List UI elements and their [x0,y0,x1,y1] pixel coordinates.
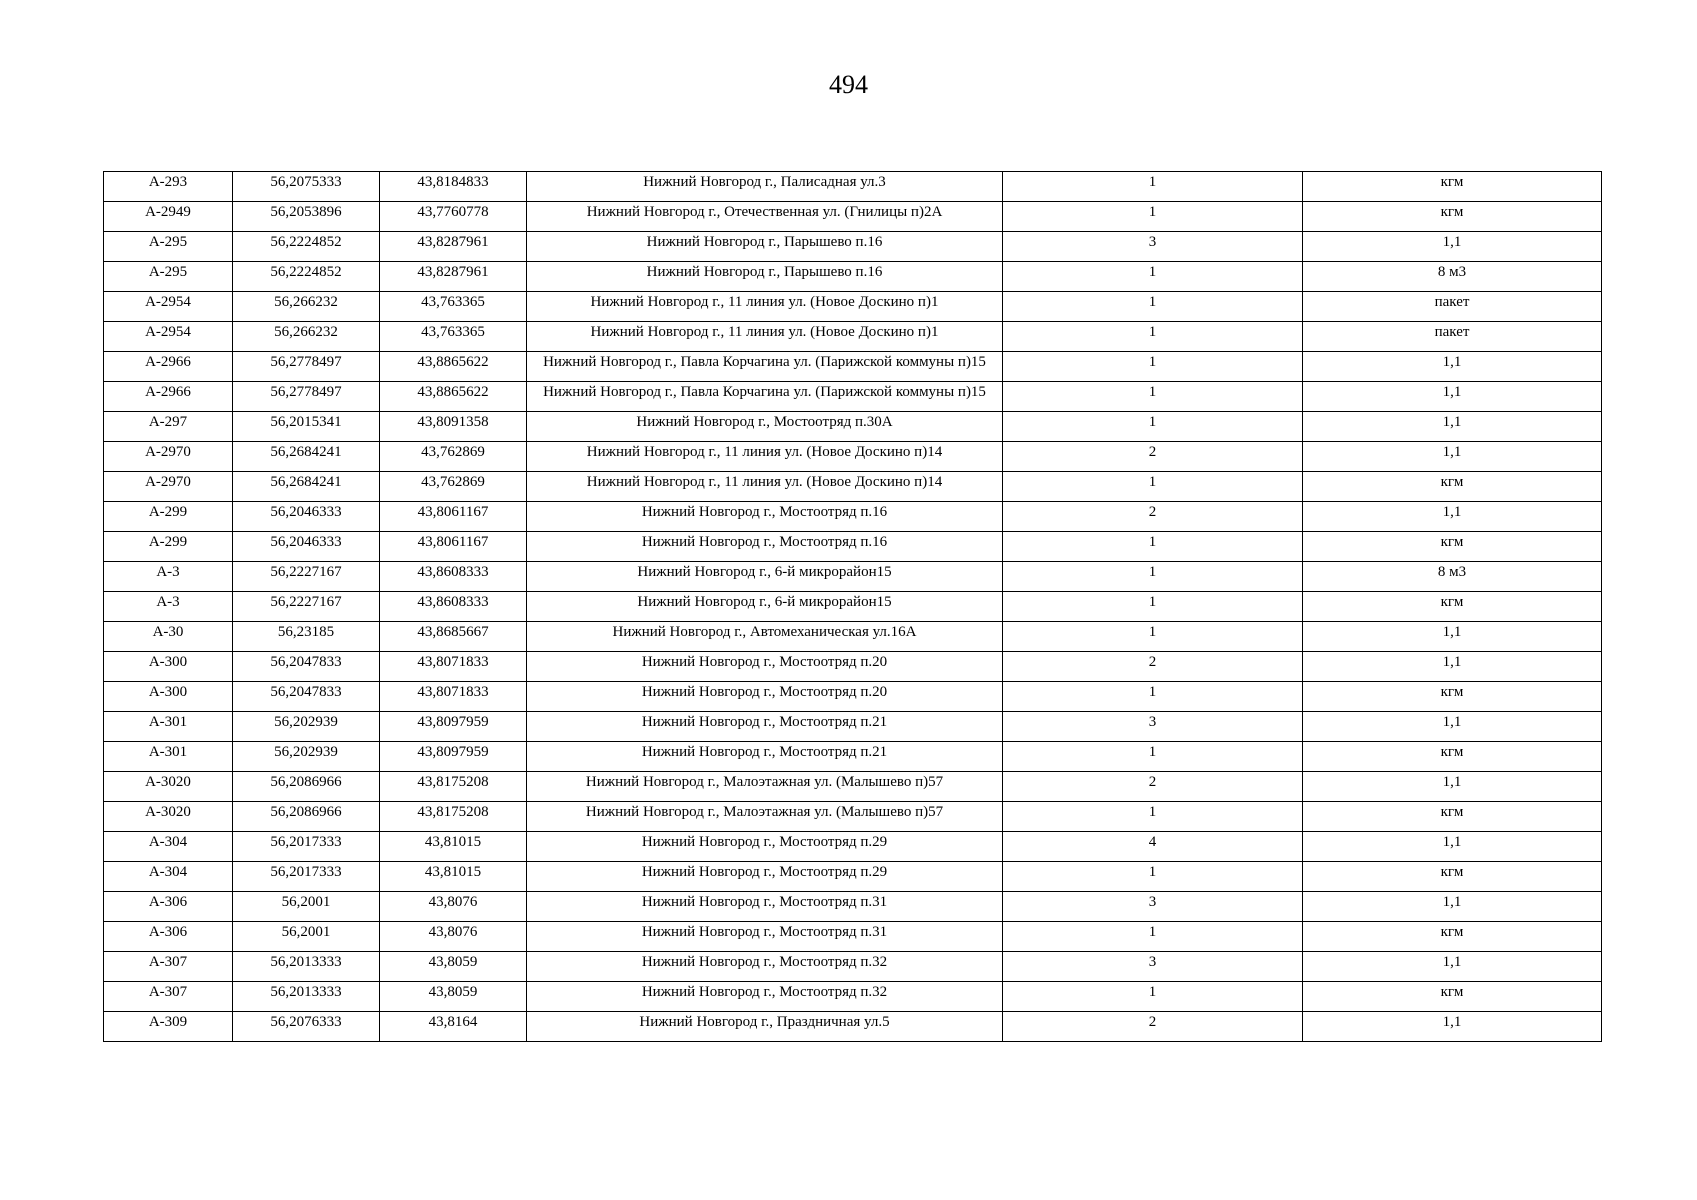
address-cell: Нижний Новгород г., Мостоотряд п.31 [527,922,1003,952]
container-type-cell: кгм [1303,982,1602,1012]
code-cell: А-3 [104,592,233,622]
code-cell: А-2949 [104,202,233,232]
container-type-cell: 1,1 [1303,412,1602,442]
address-cell: Нижний Новгород г., Мостоотряд п.31 [527,892,1003,922]
latitude-cell: 56,2001 [233,922,380,952]
code-cell: А-297 [104,412,233,442]
code-cell: А-2966 [104,352,233,382]
quantity-cell: 1 [1003,472,1303,502]
container-type-cell: 1,1 [1303,952,1602,982]
container-type-cell: 1,1 [1303,892,1602,922]
container-type-cell: кгм [1303,532,1602,562]
latitude-cell: 56,2001 [233,892,380,922]
quantity-cell: 1 [1003,862,1303,892]
code-cell: А-3020 [104,802,233,832]
longitude-cell: 43,763365 [380,322,527,352]
container-type-cell: 1,1 [1303,232,1602,262]
container-type-cell: 1,1 [1303,622,1602,652]
container-type-cell: 1,1 [1303,352,1602,382]
code-cell: А-2954 [104,322,233,352]
latitude-cell: 56,23185 [233,622,380,652]
container-type-cell: кгм [1303,802,1602,832]
table-row [104,532,1602,562]
longitude-cell: 43,8175208 [380,802,527,832]
table-row [104,232,1602,262]
longitude-cell: 43,81015 [380,862,527,892]
quantity-cell: 1 [1003,922,1303,952]
address-cell: Нижний Новгород г., 6-й микрорайон15 [527,592,1003,622]
address-cell: Нижний Новгород г., Палисадная ул.3 [527,172,1003,202]
address-cell: Нижний Новгород г., 11 линия ул. (Новое Доскино п)14 [527,442,1003,472]
table-row [104,982,1602,1012]
table-row [104,502,1602,532]
code-cell: А-304 [104,832,233,862]
address-cell: Нижний Новгород г., Мостоотряд п.16 [527,532,1003,562]
address-cell: Нижний Новгород г., Мостоотряд п.32 [527,952,1003,982]
latitude-cell: 56,2778497 [233,352,380,382]
longitude-cell: 43,8608333 [380,592,527,622]
table-row [104,862,1602,892]
latitude-cell: 56,2017333 [233,862,380,892]
address-cell: Нижний Новгород г., Отечественная ул. (Гнилицы п)2А [527,202,1003,232]
code-cell: А-2970 [104,472,233,502]
longitude-cell: 43,8071833 [380,652,527,682]
code-cell: А-295 [104,232,233,262]
longitude-cell: 43,8059 [380,952,527,982]
longitude-cell: 43,8071833 [380,682,527,712]
quantity-cell: 1 [1003,592,1303,622]
code-cell: А-307 [104,952,233,982]
quantity-cell: 1 [1003,352,1303,382]
container-type-cell: кгм [1303,682,1602,712]
quantity-cell: 1 [1003,742,1303,772]
quantity-cell: 3 [1003,952,1303,982]
table-row [104,892,1602,922]
longitude-cell: 43,8059 [380,982,527,1012]
code-cell: А-295 [104,262,233,292]
longitude-cell: 43,8184833 [380,172,527,202]
latitude-cell: 56,266232 [233,292,380,322]
latitude-cell: 56,2684241 [233,472,380,502]
quantity-cell: 1 [1003,682,1303,712]
code-cell: А-304 [104,862,233,892]
code-cell: А-301 [104,712,233,742]
address-cell: Нижний Новгород г., Мостоотряд п.32 [527,982,1003,1012]
quantity-cell: 1 [1003,172,1303,202]
latitude-cell: 56,2224852 [233,262,380,292]
code-cell: А-2966 [104,382,233,412]
quantity-cell: 1 [1003,532,1303,562]
longitude-cell: 43,8175208 [380,772,527,802]
container-type-cell: кгм [1303,742,1602,772]
quantity-cell: 1 [1003,982,1303,1012]
longitude-cell: 43,8061167 [380,532,527,562]
address-cell: Нижний Новгород г., Автомеханическая ул.16А [527,622,1003,652]
address-cell: Нижний Новгород г., Мостоотряд п.30А [527,412,1003,442]
quantity-cell: 2 [1003,1012,1303,1042]
latitude-cell: 56,2046333 [233,532,380,562]
quantity-cell: 1 [1003,412,1303,442]
quantity-cell: 1 [1003,202,1303,232]
longitude-cell: 43,8097959 [380,742,527,772]
latitude-cell: 56,2013333 [233,952,380,982]
container-type-cell: 1,1 [1303,502,1602,532]
container-type-cell: кгм [1303,202,1602,232]
latitude-cell: 56,2075333 [233,172,380,202]
latitude-cell: 56,2684241 [233,442,380,472]
table-row [104,322,1602,352]
container-type-cell: пакет [1303,322,1602,352]
latitude-cell: 56,2047833 [233,682,380,712]
quantity-cell: 1 [1003,382,1303,412]
longitude-cell: 43,8287961 [380,262,527,292]
data-table [103,171,1602,1042]
container-type-cell: кгм [1303,862,1602,892]
longitude-cell: 43,8076 [380,892,527,922]
code-cell: А-2970 [104,442,233,472]
quantity-cell: 2 [1003,502,1303,532]
code-cell: А-306 [104,892,233,922]
container-type-cell: 1,1 [1303,382,1602,412]
latitude-cell: 56,2076333 [233,1012,380,1042]
latitude-cell: 56,2224852 [233,232,380,262]
container-type-cell: 8 м3 [1303,562,1602,592]
quantity-cell: 4 [1003,832,1303,862]
latitude-cell: 56,2778497 [233,382,380,412]
address-cell: Нижний Новгород г., 6-й микрорайон15 [527,562,1003,592]
table-row [104,802,1602,832]
table-row [104,772,1602,802]
latitude-cell: 56,2046333 [233,502,380,532]
table-row [104,1012,1602,1042]
address-cell: Нижний Новгород г., Мостоотряд п.20 [527,682,1003,712]
longitude-cell: 43,763365 [380,292,527,322]
latitude-cell: 56,2017333 [233,832,380,862]
longitude-cell: 43,8685667 [380,622,527,652]
address-cell: Нижний Новгород г., Мостоотряд п.16 [527,502,1003,532]
table-row [104,442,1602,472]
quantity-cell: 3 [1003,892,1303,922]
table-row [104,472,1602,502]
address-cell: Нижний Новгород г., 11 линия ул. (Новое Доскино п)14 [527,472,1003,502]
address-cell: Нижний Новгород г., Малоэтажная ул. (Малышево п)57 [527,802,1003,832]
address-cell: Нижний Новгород г., Мостоотряд п.20 [527,652,1003,682]
address-cell: Нижний Новгород г., Павла Корчагина ул. (Парижской коммуны п)15 [527,382,1003,412]
table-body [104,172,1602,1042]
latitude-cell: 56,2227167 [233,562,380,592]
container-type-cell: 1,1 [1303,652,1602,682]
quantity-cell: 1 [1003,322,1303,352]
table-row [104,202,1602,232]
container-type-cell: кгм [1303,922,1602,952]
table-row [104,562,1602,592]
address-cell: Нижний Новгород г., Парышево п.16 [527,232,1003,262]
container-type-cell: пакет [1303,292,1602,322]
code-cell: А-300 [104,682,233,712]
table-row [104,712,1602,742]
quantity-cell: 3 [1003,712,1303,742]
code-cell: А-3020 [104,772,233,802]
address-cell: Нижний Новгород г., Малоэтажная ул. (Малышево п)57 [527,772,1003,802]
address-cell: Нижний Новгород г., Мостоотряд п.29 [527,832,1003,862]
table-row [104,172,1602,202]
latitude-cell: 56,266232 [233,322,380,352]
page-number: 494 [829,70,868,99]
longitude-cell: 43,8865622 [380,382,527,412]
table-row [104,412,1602,442]
container-type-cell: 1,1 [1303,1012,1602,1042]
container-type-cell: кгм [1303,592,1602,622]
container-type-cell: кгм [1303,172,1602,202]
table-row [104,832,1602,862]
longitude-cell: 43,8076 [380,922,527,952]
code-cell: А-301 [104,742,233,772]
quantity-cell: 1 [1003,562,1303,592]
longitude-cell: 43,762869 [380,442,527,472]
latitude-cell: 56,2053896 [233,202,380,232]
latitude-cell: 56,202939 [233,712,380,742]
address-cell: Нижний Новгород г., Мостоотряд п.29 [527,862,1003,892]
address-cell: Нижний Новгород г., Павла Корчагина ул. (Парижской коммуны п)15 [527,352,1003,382]
quantity-cell: 3 [1003,232,1303,262]
table-row [104,622,1602,652]
longitude-cell: 43,8865622 [380,352,527,382]
code-cell: А-2954 [104,292,233,322]
container-type-cell: кгм [1303,472,1602,502]
longitude-cell: 43,762869 [380,472,527,502]
longitude-cell: 43,8287961 [380,232,527,262]
code-cell: А-307 [104,982,233,1012]
quantity-cell: 2 [1003,442,1303,472]
code-cell: А-299 [104,502,233,532]
container-type-cell: 8 м3 [1303,262,1602,292]
container-type-cell: 1,1 [1303,772,1602,802]
code-cell: А-293 [104,172,233,202]
quantity-cell: 2 [1003,772,1303,802]
longitude-cell: 43,8091358 [380,412,527,442]
code-cell: А-299 [104,532,233,562]
latitude-cell: 56,2086966 [233,802,380,832]
container-type-cell: 1,1 [1303,442,1602,472]
longitude-cell: 43,8061167 [380,502,527,532]
container-type-cell: 1,1 [1303,832,1602,862]
table-row [104,652,1602,682]
table-row [104,742,1602,772]
table-row [104,292,1602,322]
longitude-cell: 43,81015 [380,832,527,862]
table-row [104,262,1602,292]
longitude-cell: 43,7760778 [380,202,527,232]
quantity-cell: 1 [1003,262,1303,292]
address-cell: Нижний Новгород г., Праздничная ул.5 [527,1012,1003,1042]
table-row [104,682,1602,712]
table-row [104,382,1602,412]
quantity-cell: 1 [1003,292,1303,322]
quantity-cell: 1 [1003,802,1303,832]
quantity-cell: 1 [1003,622,1303,652]
table-row [104,952,1602,982]
latitude-cell: 56,2015341 [233,412,380,442]
code-cell: А-306 [104,922,233,952]
latitude-cell: 56,2013333 [233,982,380,1012]
longitude-cell: 43,8608333 [380,562,527,592]
container-type-cell: 1,1 [1303,712,1602,742]
address-cell: Нижний Новгород г., Мостоотряд п.21 [527,712,1003,742]
table-row [104,592,1602,622]
code-cell: А-300 [104,652,233,682]
latitude-cell: 56,2047833 [233,652,380,682]
latitude-cell: 56,2227167 [233,592,380,622]
table-row [104,922,1602,952]
address-cell: Нижний Новгород г., Парышево п.16 [527,262,1003,292]
longitude-cell: 43,8097959 [380,712,527,742]
quantity-cell: 2 [1003,652,1303,682]
code-cell: А-30 [104,622,233,652]
code-cell: А-309 [104,1012,233,1042]
address-cell: Нижний Новгород г., 11 линия ул. (Новое Доскино п)1 [527,292,1003,322]
latitude-cell: 56,2086966 [233,772,380,802]
address-cell: Нижний Новгород г., Мостоотряд п.21 [527,742,1003,772]
table-row [104,352,1602,382]
longitude-cell: 43,8164 [380,1012,527,1042]
code-cell: А-3 [104,562,233,592]
address-cell: Нижний Новгород г., 11 линия ул. (Новое Доскино п)1 [527,322,1003,352]
latitude-cell: 56,202939 [233,742,380,772]
